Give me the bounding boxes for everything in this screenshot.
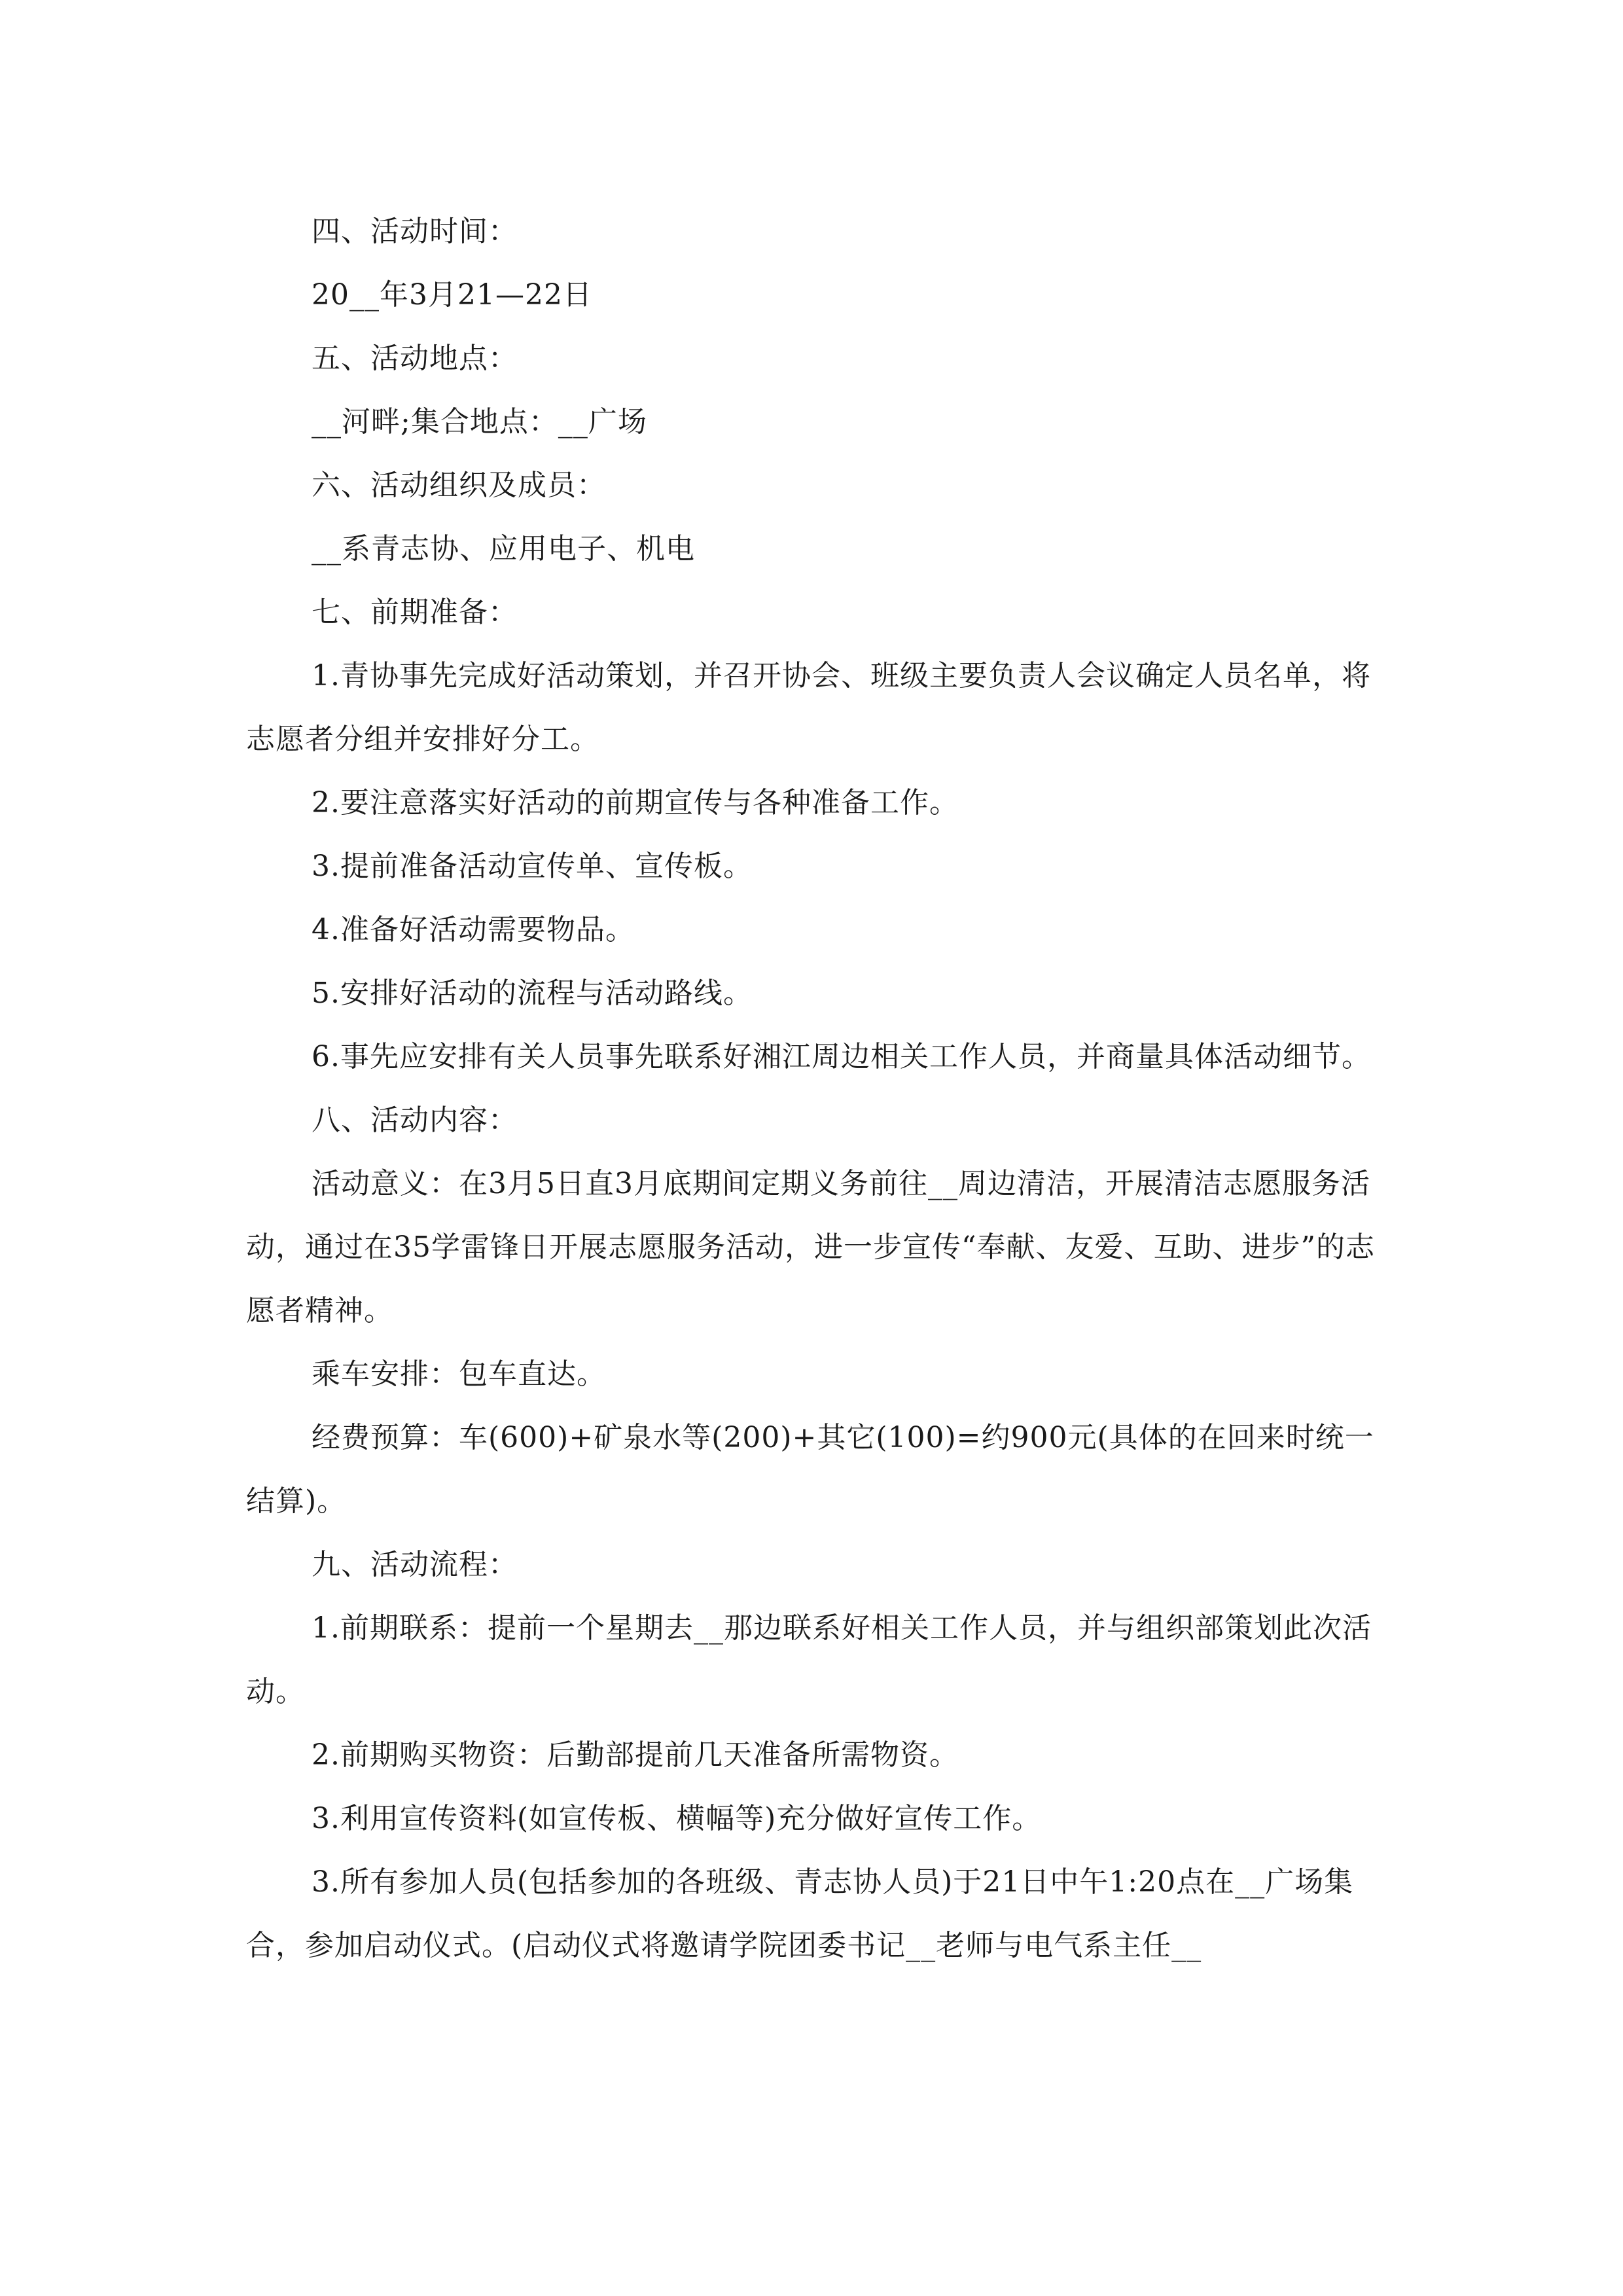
process-item-3b: 3.所有参加人员(包括参加的各班级、青志协人员)于21日中午1:20点在__广场集合，参加启动仪式。(启动仪式将邀请学院团委书记__老师与电气系主任__ — [246, 1865, 1354, 1962]
preparation-item-1: 1.青协事先完成好活动策划，并召开协会、班级主要负责人会议确定人员名单，将志愿者分组并安排好分工。 — [246, 659, 1371, 756]
activity-significance: 活动意义：在3月5日直3月底期间定期义务前往__周边清洁，开展清洁志愿服务活动，通过在35学雷锋日开展志愿服务活动，进一步宣传“奉献、友爱、互助、进步”的志愿者精神。 — [246, 1167, 1375, 1327]
preparation-item-5: 5.安排好活动的流程与活动路线。 — [312, 977, 753, 1010]
document-body — [246, 200, 1393, 1977]
heading-preparation: 七、前期准备： — [312, 596, 518, 629]
heading-activity-process: 九、活动流程： — [312, 1548, 518, 1581]
heading-activity-location: 五、活动地点： — [312, 342, 518, 375]
transport-arrangement: 乘车安排：包车直达。 — [312, 1357, 606, 1391]
budget: 经费预算：车(600)+矿泉水等(200)+其它(100)=约900元(具体的在回来时统一结算)。 — [246, 1421, 1374, 1518]
process-item-1: 1.前期联系：提前一个星期去__那边联系好相关工作人员，并与组织部策划此次活动。 — [246, 1611, 1372, 1708]
process-item-3: 3.利用宣传资料(如宣传板、横幅等)充分做好宣传工作。 — [312, 1802, 1042, 1835]
heading-activity-content: 八、活动内容： — [312, 1103, 518, 1137]
heading-activity-time: 四、活动时间： — [312, 215, 518, 248]
activity-date: 20__年3月21—22日 — [312, 278, 592, 312]
activity-location: __河畔;集合地点：__广场 — [312, 405, 647, 439]
preparation-item-3: 3.提前准备活动宣传单、宣传板。 — [312, 850, 753, 883]
preparation-item-6: 6.事先应安排有关人员事先联系好湘江周边相关工作人员，并商量具体活动细节。 — [312, 1040, 1371, 1073]
preparation-item-2: 2.要注意落实好活动的前期宣传与各种准备工作。 — [312, 786, 959, 819]
preparation-item-4: 4.准备好活动需要物品。 — [312, 913, 635, 946]
organization-members: __系青志协、应用电子、机电 — [312, 532, 695, 565]
process-item-2: 2.前期购买物资：后勤部提前几天准备所需物资。 — [312, 1738, 959, 1772]
heading-organization: 六、活动组织及成员： — [312, 469, 606, 502]
